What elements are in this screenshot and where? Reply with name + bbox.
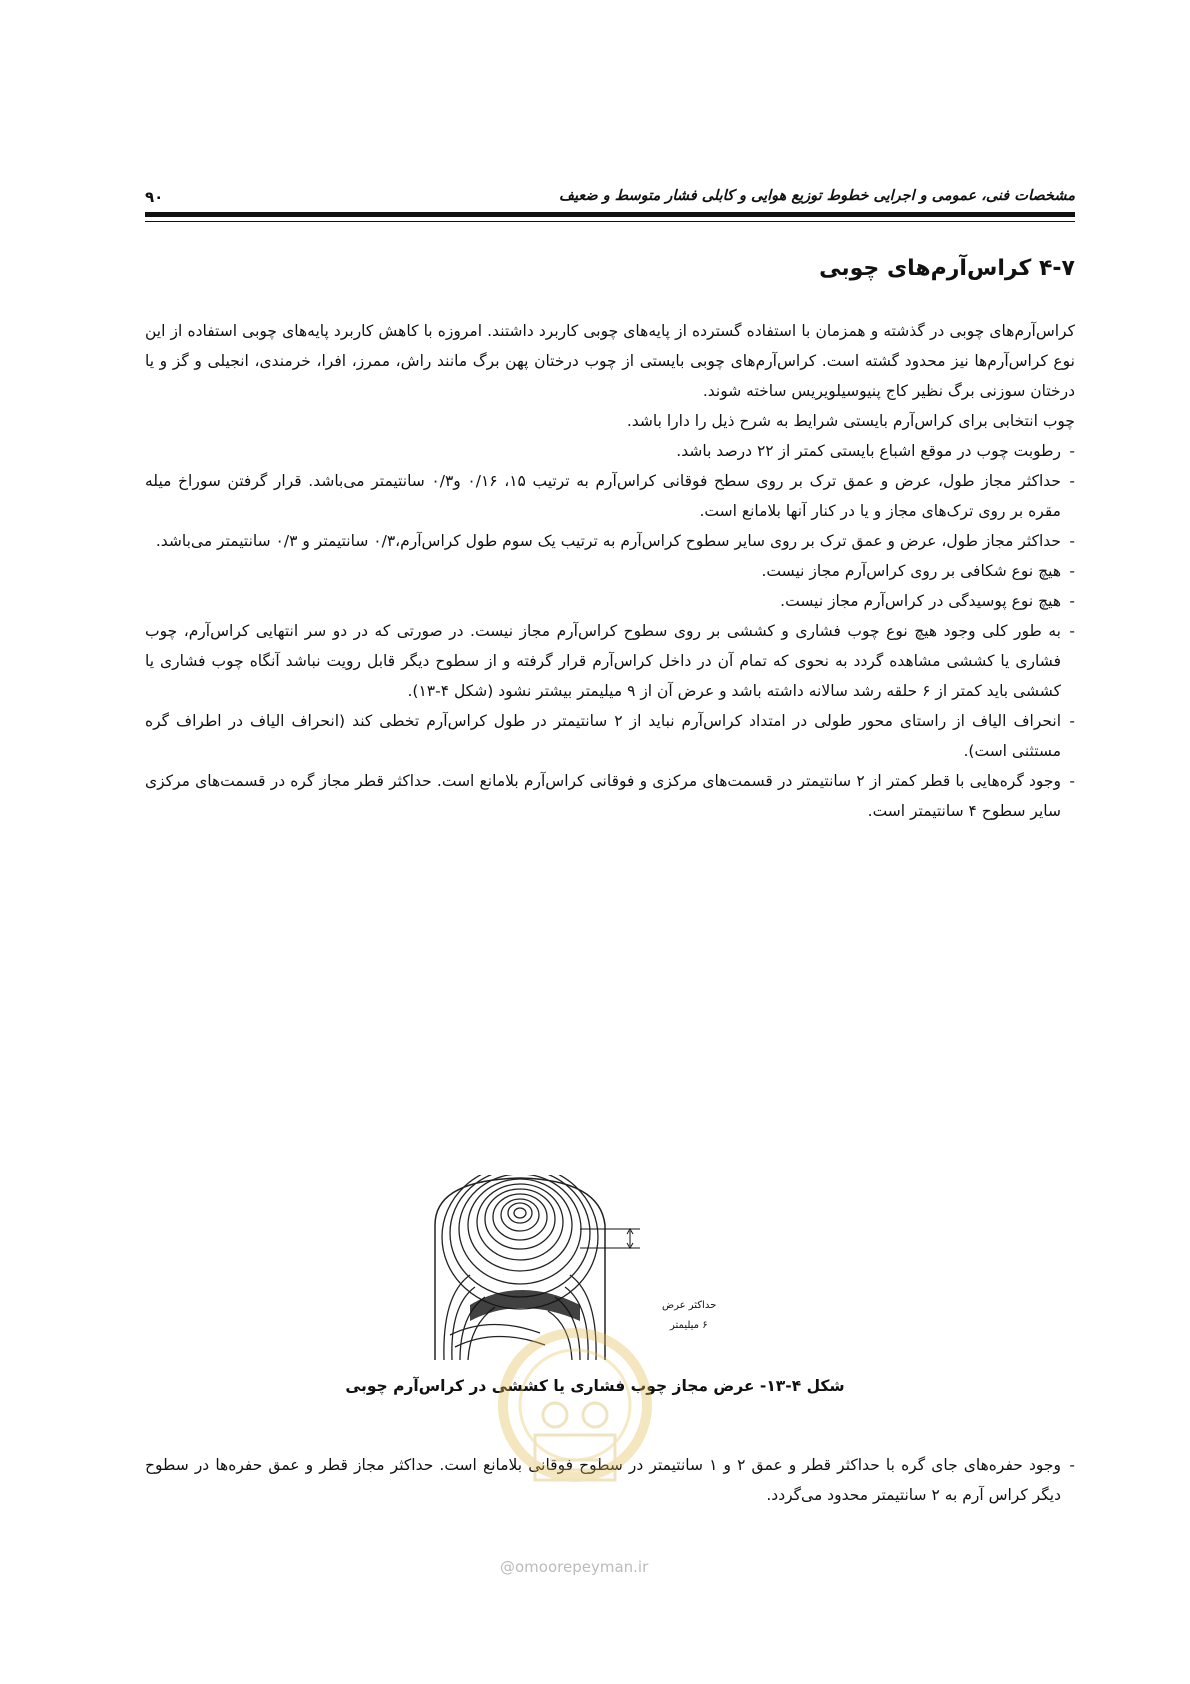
conditions-list bbox=[145, 436, 1075, 826]
intro-paragraph: کراس‌آرم‌های چوبی در گذشته و همزمان با استفاده گسترده از پایه‌های چوبی کاربرد داشتند. امروزه با کاهش کاربرد پایه‌های چوبی استفاده از این نوع کراس‌آرم‌ها نیز محدود گشته است. کراس‌آرم‌های چوبی بایستی از چوب درختان پهن برگ مانند راش، ممرز، افرا، خرمندی، انجیلی و گز و یا درختان سوزنی برگ نظیر کاج پنیوسیلویریس ساخته شوند. bbox=[145, 322, 1075, 400]
list-item: - حداکثر مجاز طول، عرض و عمق ترک بر روی سطح فوقانی کراس‌آرم به ترتیب ۱۵، ۰/۱۶ و۰/۳ سانتیمتر می‌باشد. قرار گرفتن سوراخ میله مقره بر روی ترک‌های مجاز و یا در کنار آنها بلامانع است. bbox=[145, 466, 1075, 526]
watermark-url: @omoorepeyman.ir bbox=[500, 1558, 649, 1576]
watermark-seal-logo bbox=[495, 1315, 655, 1515]
page-number: ۹۰ bbox=[145, 188, 164, 206]
conditions-lead: چوب انتخابی برای کراس‌آرم بایستی شرایط به شرح ذیل را دارا باشد. bbox=[626, 412, 1075, 430]
section-title: ۴-۷ کراس‌آرم‌های چوبی bbox=[819, 256, 1075, 281]
list-item: - هیچ نوع پوسیدگی در کراس‌آرم مجاز نیست. bbox=[145, 586, 1075, 616]
body-text bbox=[145, 316, 1075, 826]
figure-caption: شکل ۴-۱۳- عرض مجاز چوب فشاری یا کششی در کراس‌آرم چوبی bbox=[345, 1377, 845, 1395]
list-item: - وجود گره‌هایی با قطر کمتر از ۲ سانتیمتر در قسمت‌های مرکزی و فوقانی کراس‌آرم بلامانع است. حداکثر قطر مجاز گره در قسمت‌های مرکزی سایر سطوح ۴ سانتیمتر است. bbox=[145, 766, 1075, 826]
figure-label-6mm: ۶ میلیمتر bbox=[670, 1320, 708, 1331]
list-item: - انحراف الیاف از راستای محور طولی در امتداد کراس‌آرم نباید از ۲ سانتیمتر در طول کراس‌آرم تخطی کند (انحراف الیاف در اطراف گره مستثنی است). bbox=[145, 706, 1075, 766]
header-rule-thick bbox=[145, 212, 1075, 217]
running-title: مشخصات فنی، عمومی و اجرایی خطوط توزیع هوایی و کابلی فشار متوسط و ضعیف bbox=[558, 188, 1075, 204]
list-item: - به طور کلی وجود هیچ نوع چوب فشاری و کششی بر روی سطوح کراس‌آرم مجاز نیست. در صورتی که در دو سر انتهایی کراس‌آرم، چوب فشاری یا کششی مشاهده گردد به نحوی که تمام آن در داخل کراس‌آرم قرار گرفته و از سطوح دیگر قابل رویت نباشد آنگاه چوب فشاری یا کششی باید کمتر از ۶ حلقه رشد سالانه داشته باشد و عرض آن از ۹ میلیمتر بیشتر نشود (شکل ۴-۱۳). bbox=[145, 616, 1075, 706]
list-item: - وجود حفره‌های جای گره با حداکثر قطر و عمق ۲ و ۱ سانتیمتر در سطوح فوقانی بلامانع است. حداکثر مجاز قطر و عمق حفره‌ها در سطوح دیگر کراس آرم به ۲ سانتیمتر محدود می‌گردد. bbox=[145, 1450, 1075, 1510]
list-item: - حداکثر مجاز طول، عرض و عمق ترک بر روی سایر سطوح کراس‌آرم به ترتیب یک سوم طول کراس‌آرم،۰/۳ سانتیمتر و ۰/۳ سانتیمتر می‌باشد. bbox=[145, 526, 1075, 556]
figure-label-max-width: حداکثر عرض bbox=[662, 1300, 717, 1311]
list-item: - رطوبت چوب در موقع اشباع بایستی کمتر از ۲۲ درصد باشد. bbox=[145, 436, 1075, 466]
list-item: - هیچ نوع شکافی بر روی کراس‌آرم مجاز نیست. bbox=[145, 556, 1075, 586]
header-rule-thin bbox=[145, 221, 1075, 222]
